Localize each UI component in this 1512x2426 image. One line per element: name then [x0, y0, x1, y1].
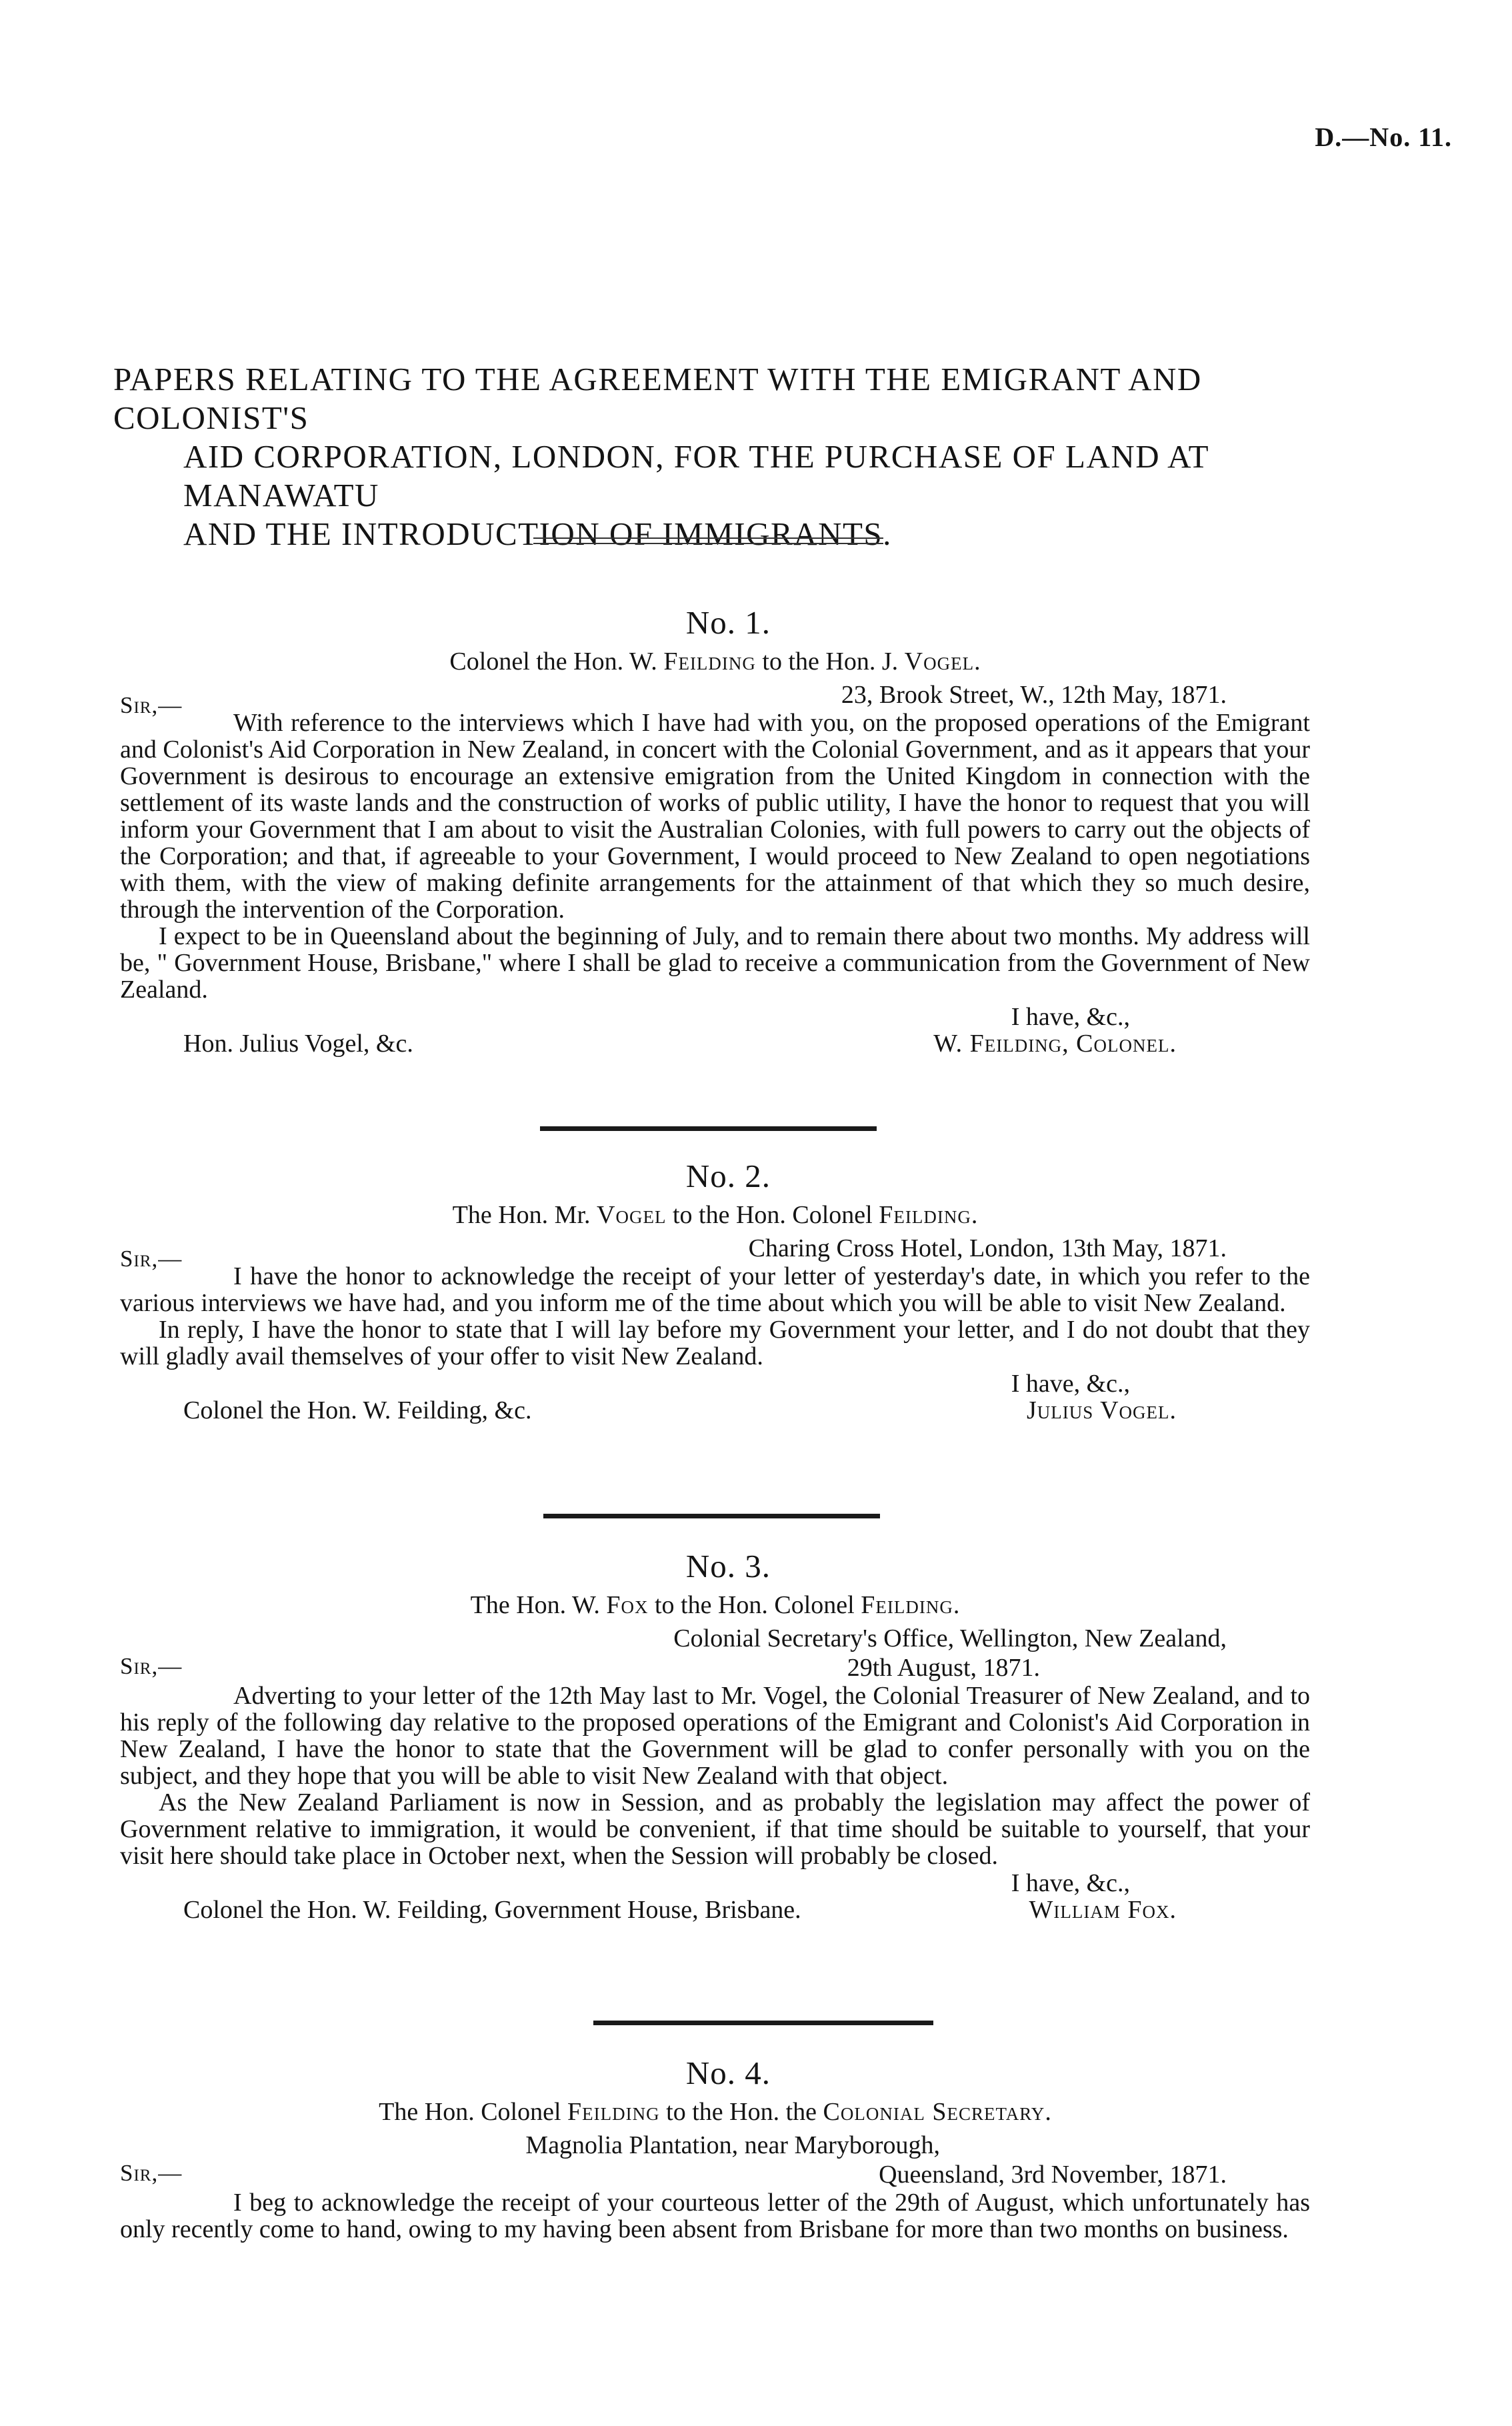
addressee: Colonel the Hon. W. Feilding, Government House, Brisbane. — [183, 1896, 801, 1924]
sender-address: Charing Cross Hotel, London, 13th May, 1871. — [748, 1234, 1227, 1262]
letter-header-row — [120, 680, 1310, 718]
letter-4 — [120, 2054, 1310, 2243]
title-line-2: AID CORPORATION, LONDON, FOR THE PURCHASE OF LAND AT MANAWATU — [183, 438, 1209, 513]
page-reference: D.—No. 11. — [1315, 122, 1452, 152]
letter-number: No. 2. — [685, 1158, 771, 1194]
letter-2 — [120, 1157, 1310, 1426]
signature: Julius Vogel. — [1026, 1396, 1177, 1424]
paragraph: As the New Zealand Parliament is now in Session, and as probably the legislation may affect the power of Government relative to immigration, it would be convenient, if that time should be suitable to yourself, that your visit here should take place in October next, when the Session will probably be closed. — [120, 1788, 1310, 1870]
paragraph: In reply, I have the honor to state that I will lay before my Government your letter, and I do not doubt that they will gladly avail themselves of your offer to visit New Zealand. — [120, 1316, 1310, 1370]
section-divider — [540, 1126, 877, 1131]
closing-phrase: I have, &c., — [1011, 1003, 1130, 1031]
letter-header-row — [120, 1624, 1310, 1682]
paragraph: I beg to acknowledge the receipt of your courteous letter of the 29th of August, which unfortunately has only recently come to hand, owing to my having been absent from Brisbane for more than two months on business. — [120, 2189, 1310, 2243]
paragraph: I have the honor to acknowledge the receipt of your letter of yesterday's date, in which you refer to the various interviews we have had, and you inform me of the time about which you will be able to visit New Zealand. — [120, 1262, 1310, 1317]
letter-header-row — [120, 2131, 1310, 2189]
letter-closing — [120, 1003, 1310, 1059]
salutation: Sir,— — [120, 692, 183, 718]
letter-heading: The Hon. W. Fox to the Hon. Colonel Feilding. — [470, 1591, 960, 1619]
sender-address: Magnolia Plantation, near Maryborough, Queensland, 3rd November, 1871. — [525, 2131, 1227, 2189]
addressee: Hon. Julius Vogel, &c. — [183, 1030, 413, 1058]
paragraph: I expect to be in Queensland about the beginning of July, and to remain there about two months. My address will be, " Government House, Brisbane," where I shall be glad to receive a communication from the Government of New Zealand. — [120, 922, 1310, 1004]
letter-heading: Colonel the Hon. W. Feilding to the Hon. J. Vogel. — [449, 648, 981, 676]
letter-closing — [120, 1869, 1310, 1925]
letter-number: No. 4. — [685, 2055, 771, 2091]
paragraph: Adverting to your letter of the 12th May last to Mr. Vogel, the Colonial Treasurer of New Zealand, and to his reply of the following day relative to the proposed operations of the Emigrant and Colonist's Aid Corporation in New Zealand, I have the honor to state that the Government will be glad to confer personally with you on the subject, and they hope that you will be able to visit New Zealand with that object. — [120, 1682, 1310, 1790]
salutation: Sir,— — [120, 1653, 183, 1679]
signature: William Fox. — [1029, 1896, 1177, 1924]
section-divider — [593, 2021, 933, 2025]
salutation: Sir,— — [120, 1246, 183, 1272]
title-line-3: AND THE INTRODUCTION OF IMMIGRANTS. — [183, 515, 892, 552]
sender-address: Colonial Secretary's Office, Wellington, New Zealand, 29th August, 1871. — [673, 1624, 1227, 1682]
title-divider — [533, 537, 883, 544]
letter-header-row — [120, 1234, 1310, 1272]
letter-1 — [120, 603, 1310, 1059]
closing-phrase: I have, &c., — [1011, 1869, 1130, 1897]
letter-3 — [120, 1547, 1310, 1925]
paragraph: With reference to the interviews which I have had with you, on the proposed operations of the Emigrant and Colonist's Aid Corporation in New Zealand, in concert with the Colonial Government, and as it appears that your Government is desirous to encourage an extensive emigration from the United Kingdom in connection with the settlement of its waste lands and the construction of works of public utility, I have the honor to request that you will inform your Government that I am about to visit the Australian Colonies, with full powers to carry out the objects of the Corporation; and that, if agreeable to your Government, I would proceed to New Zealand to open negotiations with them, with the view of making definite arrangements for the attainment of that which they so much desire, through the intervention of the Corporation. — [120, 709, 1310, 924]
addressee: Colonel the Hon. W. Feilding, &c. — [183, 1396, 532, 1424]
closing-phrase: I have, &c., — [1011, 1370, 1130, 1398]
sender-address: 23, Brook Street, W., 12th May, 1871. — [841, 681, 1227, 709]
letter-number: No. 1. — [685, 604, 771, 641]
salutation: Sir,— — [120, 2160, 183, 2186]
signature: W. Feilding, Colonel. — [933, 1030, 1177, 1058]
letter-closing — [120, 1370, 1310, 1426]
letter-number: No. 3. — [685, 1548, 771, 1584]
letter-heading: The Hon. Colonel Feilding to the Hon. the Colonial Secretary. — [379, 2098, 1051, 2126]
title-line-1: PAPERS RELATING TO THE AGREEMENT WITH THE EMIGRANT AND COLONIST'S — [113, 361, 1202, 436]
section-divider — [543, 1514, 880, 1518]
letter-heading: The Hon. Mr. Vogel to the Hon. Colonel Feilding. — [452, 1201, 978, 1229]
document-title — [113, 360, 1327, 553]
